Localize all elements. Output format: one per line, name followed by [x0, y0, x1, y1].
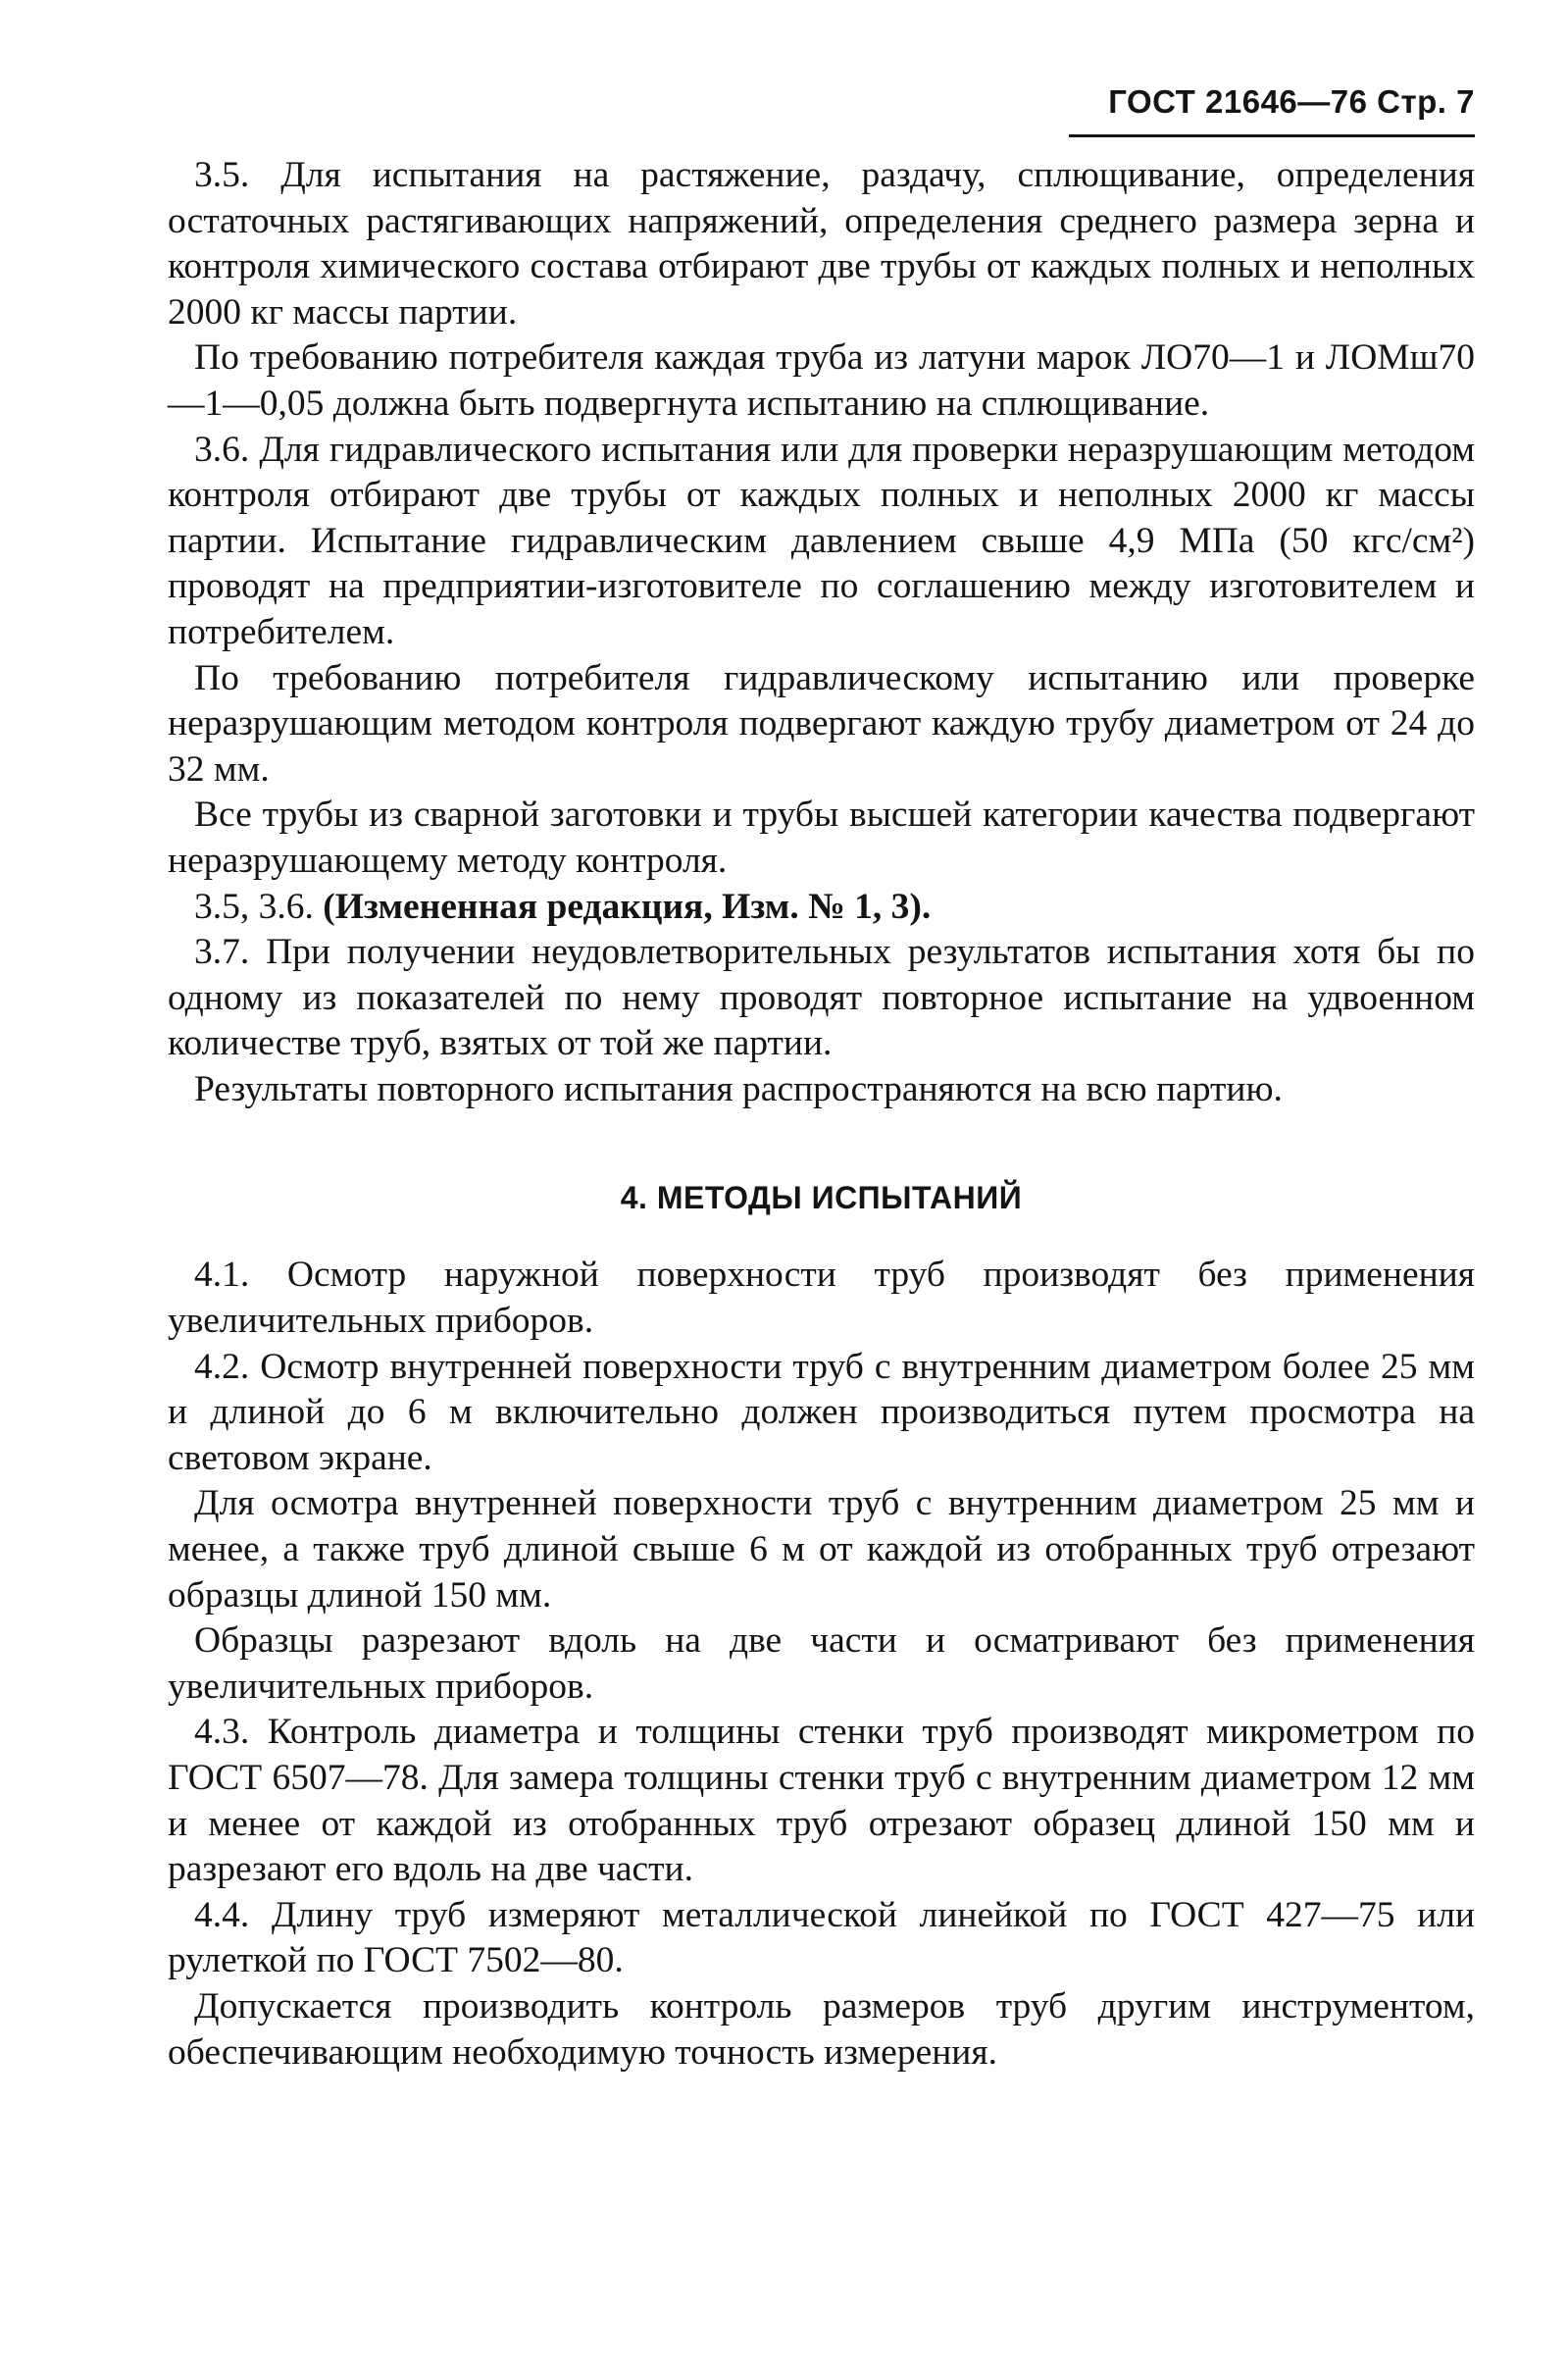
paragraph-4-4-other-tools: Допускается производить контроль размеров труб другим инструментом, обеспечивающим необходимую точность измерения. — [168, 1985, 1475, 2073]
amendment-text: (Измененная редакция, Изм. № 1, 3). — [323, 886, 932, 927]
running-header: ГОСТ 21646—76 Стр. 7 — [1108, 83, 1475, 120]
document-body — [168, 153, 1475, 2076]
paragraph-4-2-samples: Образцы разрезают вдоль на две части и осматривают без применения увеличительных приборов. — [168, 1620, 1475, 1707]
paragraph-3-6-requirement: По требованию потребителя гидравлическому испытанию или проверке неразрушающим методом контроля подвергают каждую трубу диаметром от 24 до 32 мм. — [168, 657, 1475, 790]
amendment-note — [168, 885, 1475, 931]
paragraph-3-6-welded: Все трубы из сварной заготовки и трубы высшей категории качества подвергают неразрушающему методу контроля. — [168, 795, 1475, 881]
section-title: 4. МЕТОДЫ ИСПЫТАНИЙ — [620, 1180, 1023, 1216]
paragraph-3-5-requirement: По требованию потребителя каждая труба из латуни марок ЛО70—1 и ЛОМш70—1—0,05 должна быть подвергнута испытанию на сплющивание. — [168, 337, 1475, 424]
amendment-ref: 3.5, 3.6. — [194, 886, 324, 927]
paragraph-3-5: 3.5. Для испытания на растяжение, раздачу, сплющивание, определения остаточных растягивающих напряжений, определения среднего размера зерна и контроля химического состава отбирают две трубы от каждых полных и неполных 2000 кг массы партии. — [168, 155, 1475, 333]
header-rule — [1069, 134, 1475, 137]
paragraph-4-2-small-diameter: Для осмотра внутренней поверхности труб с внутренним диаметром 25 мм и менее, а также труб длиной свыше 6 м от каждой из отобранных труб отрезают образцы длиной 150 мм. — [168, 1483, 1475, 1616]
paragraph-3-7-results: Результаты повторного испытания распространяются на всю партию. — [194, 1068, 1283, 1109]
paragraph-4-4: 4.4. Длину труб измеряют металлической линейкой по ГОСТ 427—75 или рулеткой по ГОСТ 7502—80. — [168, 1894, 1475, 1981]
paragraph-3-6: 3.6. Для гидравлического испытания или для проверки неразрушающим методом контроля отбирают две трубы от каждых полных и неполных 2000 кг массы партии. Испытание гидравлическим давлением свыше 4,9 МПа (50 кгс/см²) проводят на предприятии-изготовителе по соглашению между изготовителем и потребителем. — [168, 429, 1475, 652]
paragraph-4-1: 4.1. Осмотр наружной поверхности труб производят без применения увеличительных приборов. — [168, 1255, 1475, 1342]
paragraph-3-7: 3.7. При получении неудовлетворительных результатов испытания хотя бы по одному из показателей по нему проводят повторное испытание на удвоенном количестве труб, взятых от той же партии. — [168, 932, 1475, 1064]
paragraph-4-2: 4.2. Осмотр внутренней поверхности труб с внутренним диаметром более 25 мм и длиной до 6 м включительно должен производиться путем просмотра на световом экране. — [168, 1346, 1475, 1478]
paragraph-4-3: 4.3. Контроль диаметра и толщины стенки труб производят микрометром по ГОСТ 6507—78. Для замера толщины стенки труб с внутренним диаметром 12 мм и менее от каждой из отобранных труб отрезают образец длиной 150 мм и разрезают его вдоль на две части. — [168, 1712, 1475, 1890]
